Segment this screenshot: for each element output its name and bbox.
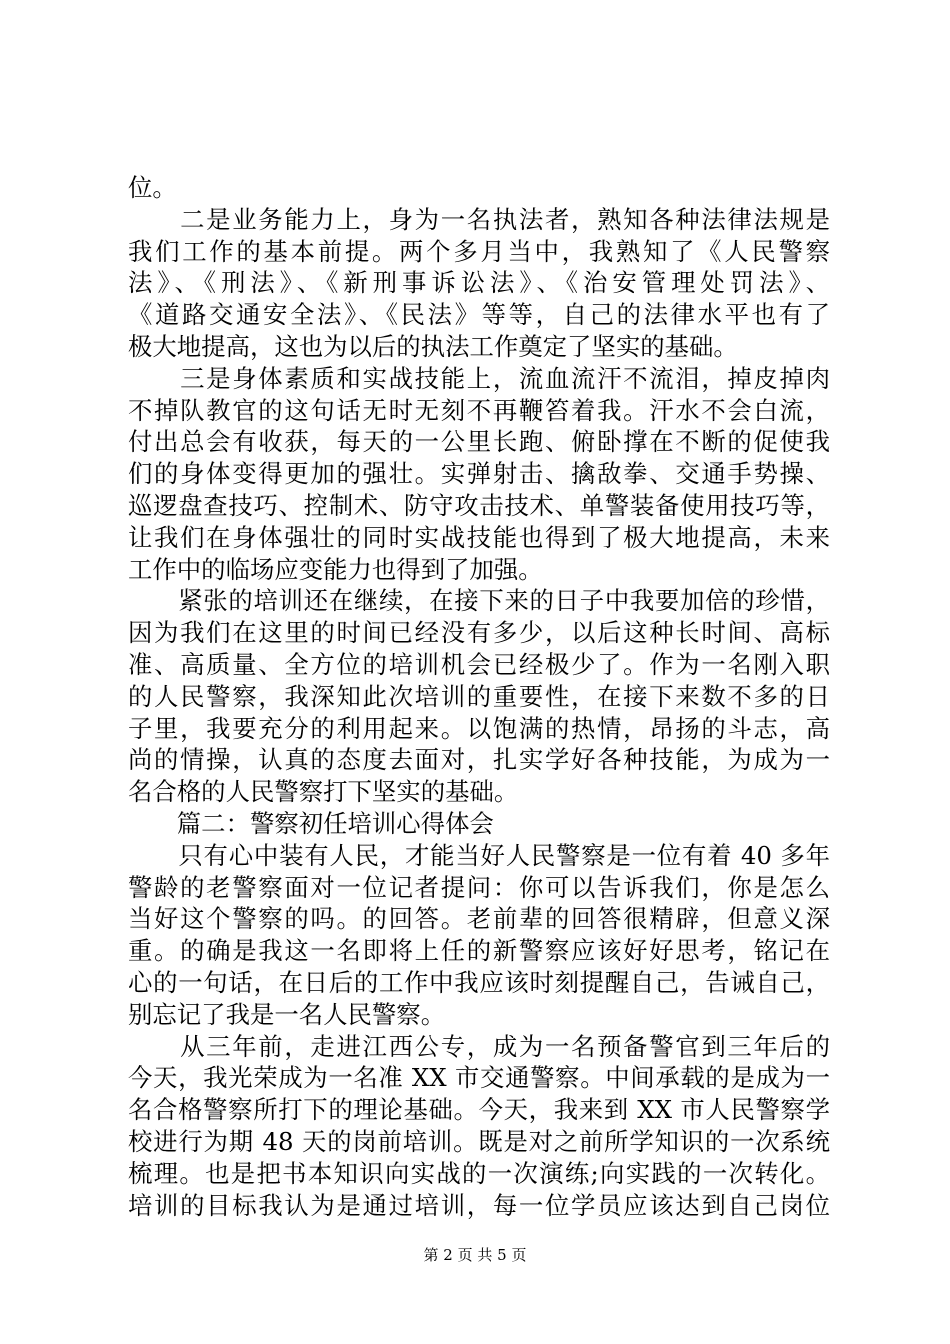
text-line: 名合格警察所打下的理论基础。今天，我来到 XX 市人民警察学 xyxy=(128,1095,830,1125)
text-line: 们的身体变得更加的强壮。实弹射击、擒敌拳、交通手势操、 xyxy=(128,459,830,489)
text-line: 从三年前，走进江西公专，成为一名预备警官到三年后的 xyxy=(128,1031,830,1061)
text-line: 校进行为期 48 天的岗前培训。既是对之前所学知识的一次系统 xyxy=(128,1126,830,1156)
text-line: 巡逻盘查技巧、控制术、防守攻击技术、单警装备使用技巧等， xyxy=(128,490,830,520)
text-line: 让我们在身体强壮的同时实战技能也得到了极大地提高，未来 xyxy=(128,522,830,552)
text-line: 别忘记了我是一名人民警察。 xyxy=(128,999,446,1029)
text-line: 付出总会有收获，每天的一公里长跑、俯卧撑在不断的促使我 xyxy=(128,427,830,457)
text-line: 法》、《刑法》、《新刑事诉讼法》、《治安管理处罚法》、 xyxy=(128,268,830,298)
text-line: 警龄的老警察面对一位记者提问：你可以告诉我们，你是怎么 xyxy=(128,872,830,902)
text-line: 篇二：警察初任培训心得体会 xyxy=(128,808,494,838)
text-line: 只有心中装有人民，才能当好人民警察是一位有着 40 多年 xyxy=(128,840,830,870)
text-line: 梳理。也是把书本知识向实战的一次演练;向实践的一次转化。 xyxy=(128,1158,830,1188)
page-number-footer: 第 2 页 共 5 页 xyxy=(423,1246,527,1264)
text-line: 我们工作的基本前提。两个多月当中，我熟知了《人民警察 xyxy=(128,236,830,266)
text-line: 尚的情操，认真的态度去面对，扎实学好各种技能，为成为一 xyxy=(128,745,830,775)
text-line: 不掉队教官的这句话无时无刻不再鞭笞着我。汗水不会白流， xyxy=(128,395,830,425)
document-body xyxy=(128,172,830,1221)
text-line: 准、高质量、全方位的培训机会已经极少了。作为一名刚入职 xyxy=(128,649,830,679)
text-line: 培训的目标我认为是通过培训，每一位学员应该达到自己岗位 xyxy=(128,1190,830,1220)
text-line: 的人民警察，我深知此次培训的重要性，在接下来数不多的日 xyxy=(128,681,830,711)
text-line: 位。 xyxy=(128,173,177,202)
text-line: 重。的确是我这一名即将上任的新警察应该好好思考，铭记在 xyxy=(128,936,830,966)
text-line: 紧张的培训还在继续，在接下来的日子中我要加倍的珍惜， xyxy=(128,586,830,616)
text-line: 名合格的人民警察打下坚实的基础。 xyxy=(128,777,519,807)
text-line: 工作中的临场应变能力也得到了加强。 xyxy=(128,554,543,584)
text-line: 因为我们在这里的时间已经没有多少，以后这种长时间、高标 xyxy=(128,618,830,648)
text-line: 《道路交通安全法》、《民法》等等，自己的法律水平也有了 xyxy=(128,300,830,330)
text-line: 今天，我光荣成为一名准 XX 市交通警察。中间承载的是成为一 xyxy=(128,1063,830,1093)
text-line: 心的一句话，在日后的工作中我应该时刻提醒自己，告诫自己， xyxy=(128,967,830,997)
text-line: 子里，我要充分的利用起来。以饱满的热情，昂扬的斗志，高 xyxy=(128,713,830,743)
text-line: 当好这个警察的吗。的回答。老前辈的回答很精辟，但意义深 xyxy=(128,904,830,934)
text-line: 三是身体素质和实战技能上，流血流汗不流泪，掉皮掉肉 xyxy=(128,363,830,393)
text-line: 二是业务能力上，身为一名执法者，熟知各种法律法规是 xyxy=(128,204,830,234)
text-line: 极大地提高，这也为以后的执法工作奠定了坚实的基础。 xyxy=(128,331,738,361)
